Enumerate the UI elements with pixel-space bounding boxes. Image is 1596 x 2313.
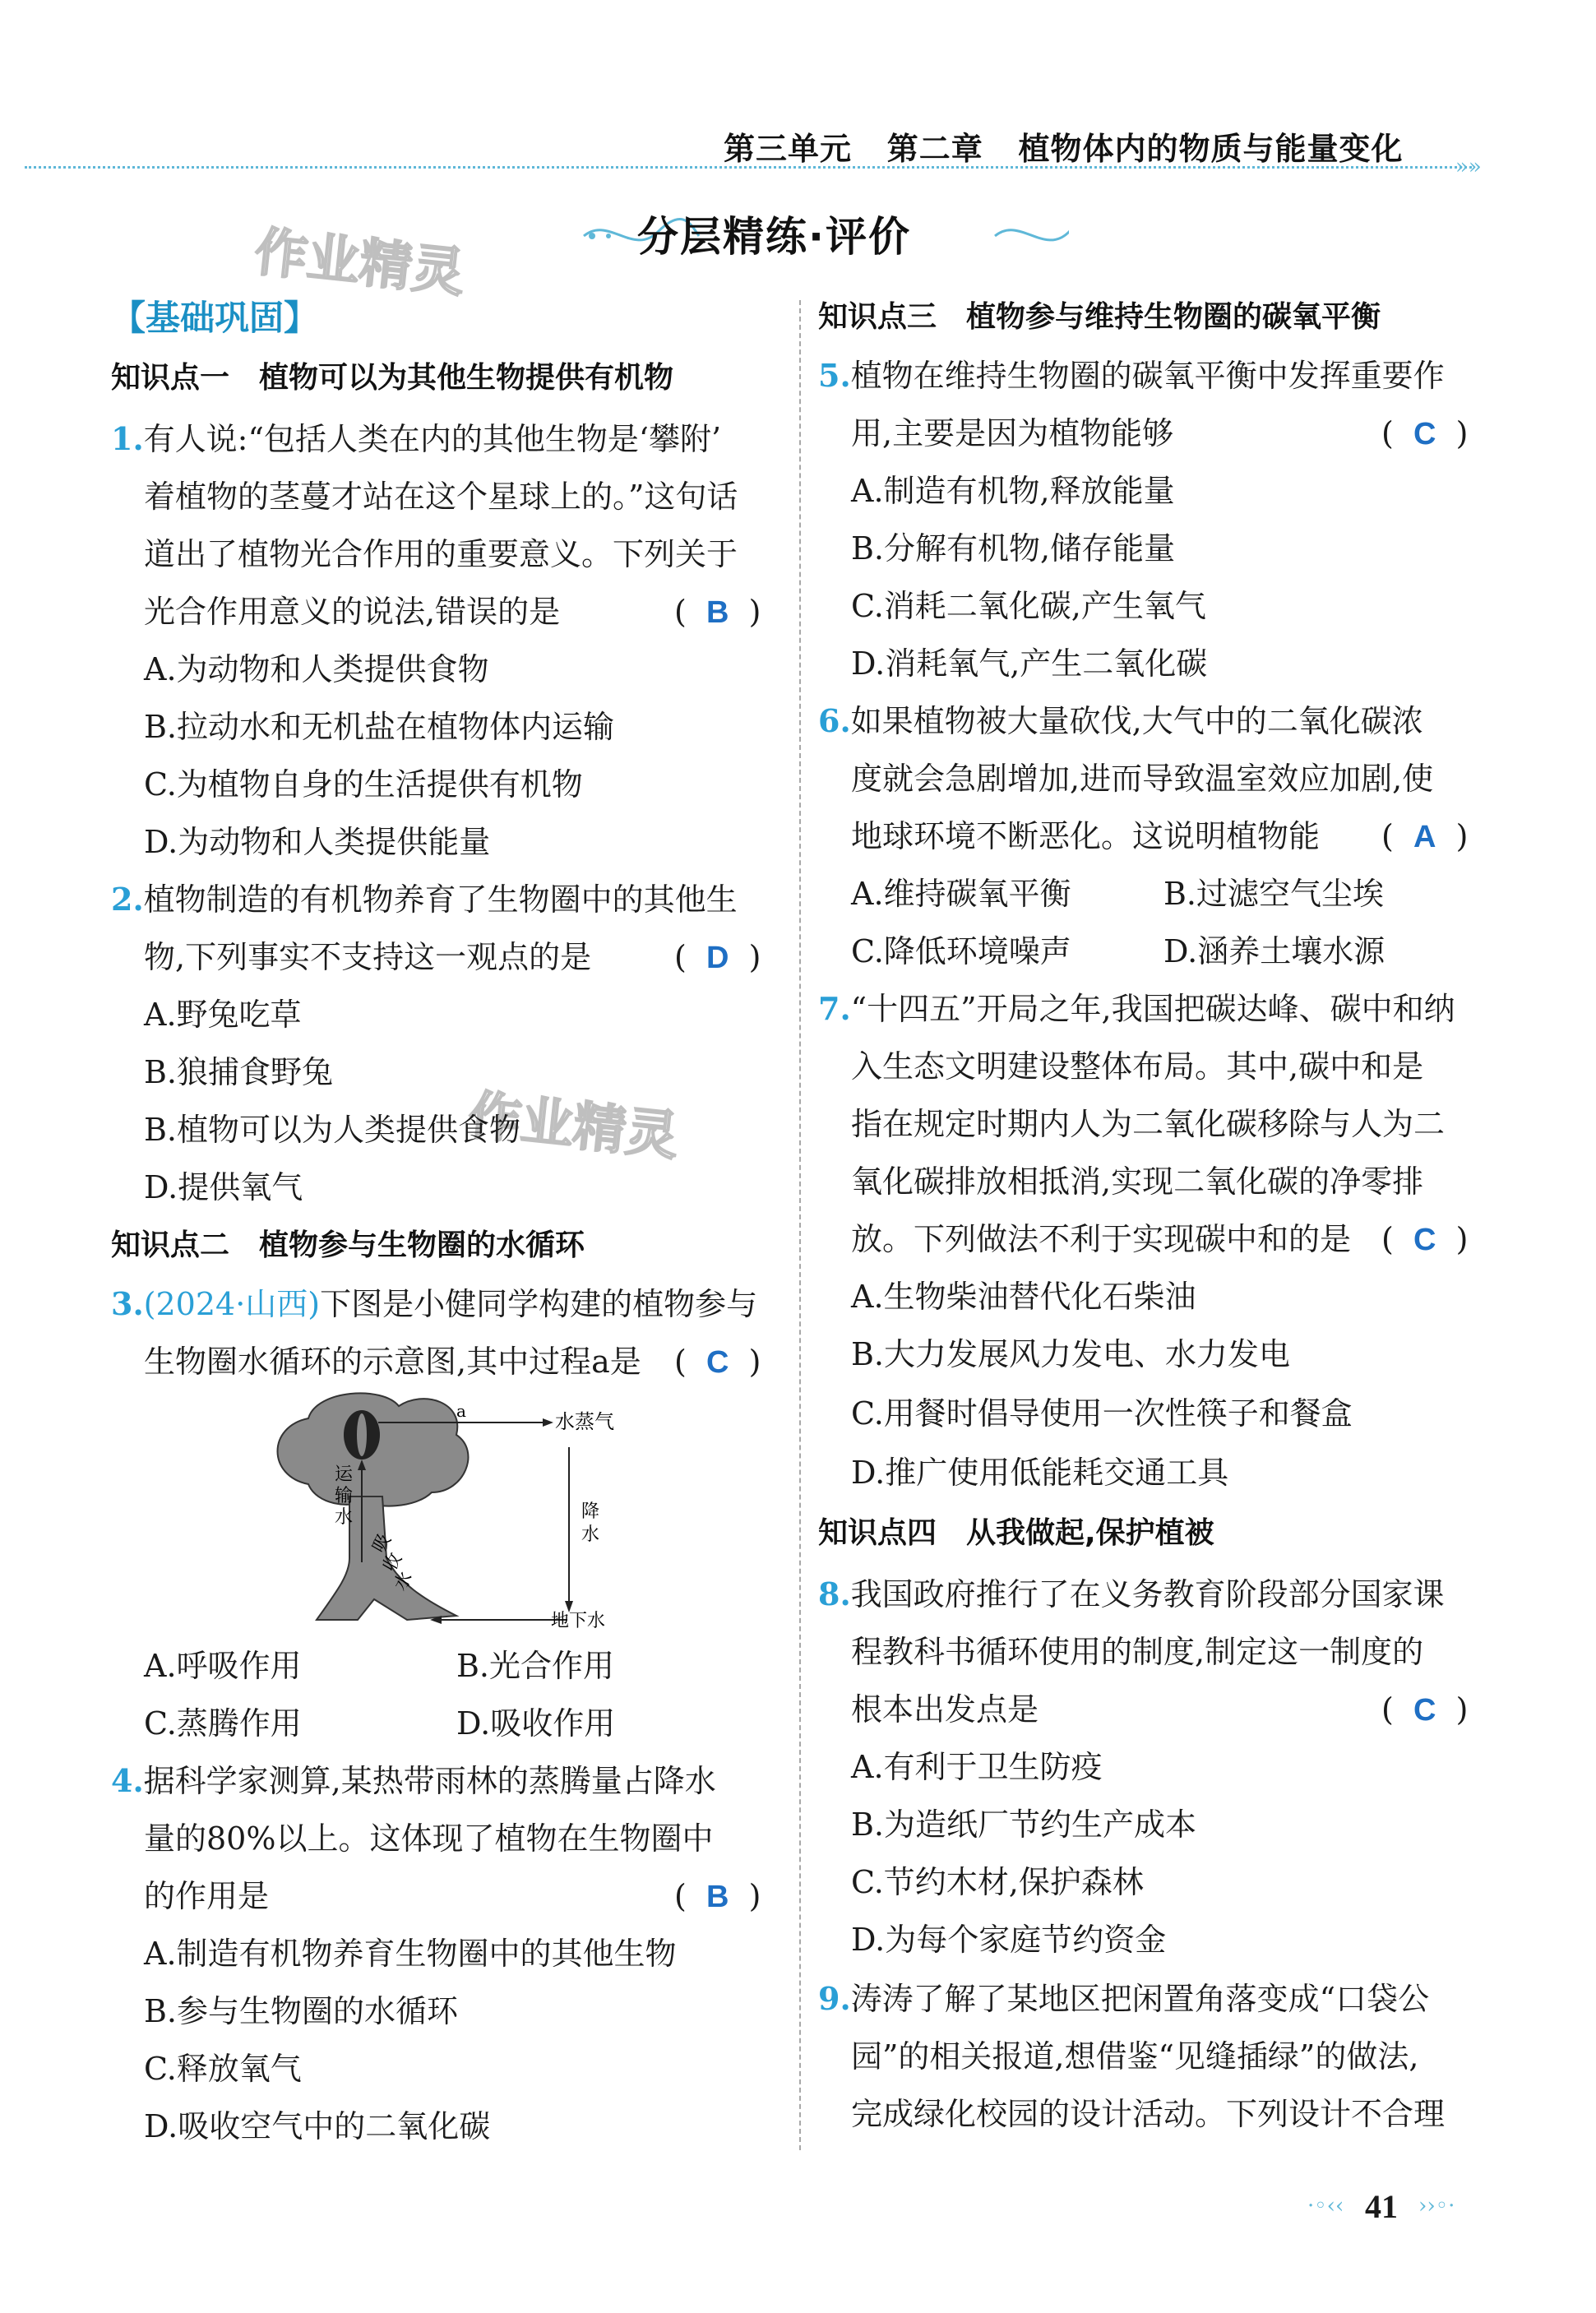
banner-title: 分层精练·评价: [637, 213, 911, 261]
option: C.降低环境噪声: [851, 933, 1071, 969]
question-text: 植物制造的有机物养育了生物圈中的其他生: [143, 881, 738, 918]
label-a: a: [456, 1401, 466, 1421]
answer-bracket: ( D ): [674, 939, 761, 975]
label-rain-2: 水: [581, 1524, 600, 1545]
question-text: 氧化碳排放相抵消,实现二氧化碳的净零排: [851, 1163, 1424, 1200]
answer-bracket: ( B ): [674, 1878, 761, 1914]
question-text: 有人说:“包括人类在内的其他生物是‘攀附’: [143, 421, 722, 457]
question-text: 下图是小健同学构建的植物参与: [320, 1286, 758, 1322]
label-transport-1: 运: [335, 1464, 354, 1485]
option: A.制造有机物养育生物圈中的其他生物: [144, 1936, 677, 1972]
option: A.呼吸作用: [144, 1648, 302, 1684]
question-1: [111, 420, 722, 457]
option: D.吸收空气中的二氧化碳: [144, 2108, 491, 2144]
option: A.有利于卫生防疫: [851, 1749, 1103, 1785]
question-text: 根本出发点是: [851, 1691, 1039, 1728]
question-9: [818, 1980, 1430, 2017]
option: D.消耗氧气,产生二氧化碳: [851, 645, 1208, 682]
question-text: 涛涛了解了某地区把闲置角落变成“口袋公: [850, 1981, 1430, 2017]
label-absorb-2: 收: [379, 1549, 407, 1575]
question-number: 4.: [111, 1762, 144, 1799]
header-arrow-icon: »»: [1455, 155, 1482, 179]
answer-bracket: ( C ): [1381, 1691, 1469, 1728]
option: C.消耗二氧化碳,产生氧气: [851, 588, 1206, 624]
option: D.吸收作用: [456, 1705, 616, 1742]
answer-bracket: ( C ): [1381, 415, 1469, 451]
question-6: [818, 702, 1423, 739]
label-absorb-1: 吸: [368, 1530, 396, 1557]
question-text: 道出了植物光合作用的重要意义。下列关于: [144, 536, 738, 572]
question-text: 植物在维持生物圈的碳氧平衡中发挥重要作: [850, 358, 1445, 394]
answer-bracket: ( B ): [674, 594, 761, 630]
label-rain-1: 降: [581, 1501, 600, 1522]
question-text: 入生态文明建设整体布局。其中,碳中和是: [851, 1048, 1424, 1085]
question-text: “十四五”开局之年,我国把碳达峰、碳中和纳: [850, 991, 1455, 1027]
question-text: 放。下列做法不利于实现碳中和的是: [851, 1221, 1352, 1257]
answer: D: [705, 941, 729, 975]
knowledge-point-1: 知识点一 植物可以为其他生物提供有机物: [111, 361, 674, 395]
question-text: 如果植物被大量砍伐,大气中的二氧化碳浓: [850, 703, 1423, 739]
question-text: 我国政府推行了在义务教育阶段部分国家课: [850, 1576, 1445, 1612]
question-4: [111, 1762, 716, 1799]
watermark-middle: 作业精灵: [465, 1085, 682, 1168]
option: B.拉动水和无机盐在植物体内运输: [144, 709, 615, 745]
option: B.光合作用: [456, 1648, 615, 1684]
option: B.大力发展风力发电、水力发电: [851, 1336, 1291, 1372]
question-text: 度就会急剧增加,进而导致温室效应加剧,使: [851, 761, 1434, 797]
header-title: 植物体内的物质与能量变化: [1018, 131, 1404, 167]
option: D.涵养土壤水源: [1163, 933, 1386, 969]
question-number: 3.: [111, 1285, 144, 1322]
question-8: [818, 1575, 1445, 1612]
question-text: 光合作用意义的说法,错误的是: [144, 594, 561, 630]
knowledge-point-2: 知识点二 植物参与生物圈的水循环: [111, 1228, 585, 1262]
question-text: 程教科书循环使用的制度,制定这一制度的: [851, 1634, 1424, 1670]
option: C.释放氧气: [144, 2051, 302, 2087]
answer: C: [1413, 1693, 1436, 1728]
answer: C: [1413, 1223, 1436, 1257]
option: D.为动物和人类提供能量: [144, 824, 491, 860]
answer: B: [705, 595, 729, 630]
question-number: 1.: [111, 420, 144, 457]
column-divider: [799, 300, 801, 2150]
question-text: 着植物的茎蔓才站在这个星球上的。”这句话: [144, 479, 738, 515]
option: B.植物可以为人类提供食物: [144, 1112, 521, 1148]
option: C.为植物自身的生活提供有机物: [144, 766, 583, 803]
answer-bracket: ( A ): [1381, 818, 1469, 854]
answer-bracket: ( C ): [1381, 1221, 1469, 1257]
question-source-tag: (2024·山西): [143, 1286, 321, 1322]
page-ornament-left-icon: ·◦‹‹: [1307, 2194, 1344, 2218]
question-text: 的作用是: [144, 1878, 270, 1914]
label-groundwater: 地下水: [551, 1611, 606, 1631]
page-number: 41: [1365, 2188, 1398, 2225]
question-3: [111, 1285, 758, 1322]
question-number: 6.: [818, 702, 851, 739]
question-text: 物,下列事实不支持这一观点的是: [144, 939, 592, 975]
option: B.参与生物圈的水循环: [144, 1993, 459, 2029]
option: A.生物柴油替代化石柴油: [851, 1279, 1196, 1315]
watermark-top: 作业精灵: [252, 221, 468, 305]
question-text: 据科学家测算,某热带雨林的蒸腾量占降水: [143, 1763, 716, 1799]
question-number: 2.: [111, 881, 144, 918]
chapter-header: [724, 123, 1403, 169]
answer-bracket: ( C ): [674, 1344, 761, 1380]
option: D.提供氧气: [144, 1169, 303, 1205]
page-ornament-right-icon: ››◦·: [1418, 2194, 1455, 2218]
question-text: 完成绿化校园的设计活动。下列设计不合理: [851, 2096, 1446, 2132]
option: C.蒸腾作用: [144, 1705, 302, 1742]
label-transport-2: 输: [335, 1486, 354, 1506]
option: A.为动物和人类提供食物: [144, 651, 489, 687]
option: C.用餐时倡导使用一次性筷子和餐盒: [851, 1395, 1353, 1432]
answer: B: [705, 1880, 729, 1914]
answer: C: [705, 1345, 729, 1380]
section-basic: 【基础巩固】: [111, 298, 319, 338]
question-7: [818, 990, 1455, 1027]
question-text: 园”的相关报道,想借鉴“见缝插绿”的做法,: [851, 2038, 1419, 2075]
question-text: 地球环境不断恶化。这说明植物能: [851, 818, 1321, 854]
label-absorb-3: 水: [390, 1568, 418, 1594]
option: B.过滤空气尘埃: [1163, 876, 1385, 912]
question-text: 生物圈水循环的示意图,其中过程a是: [144, 1344, 641, 1380]
header-chapter: 第二章: [886, 131, 983, 167]
option: A.野兔吃草: [144, 997, 302, 1033]
option: A.维持碳氧平衡: [851, 876, 1071, 912]
option: B.为造纸厂节约生产成本: [851, 1806, 1197, 1843]
water-cycle-diagram: [259, 1385, 637, 1632]
knowledge-point-4: 知识点四 从我做起,保护植被: [818, 1516, 1214, 1550]
question-text: 用,主要是因为植物能够: [851, 415, 1174, 451]
question-number: 7.: [818, 990, 851, 1027]
option: B.狼捕食野兔: [144, 1054, 334, 1090]
answer: A: [1413, 820, 1436, 854]
option: A.制造有机物,释放能量: [851, 473, 1175, 509]
option: B.分解有机物,储存能量: [851, 530, 1176, 567]
question-text: 指在规定时期内人为二氧化碳移除与人为二: [851, 1106, 1446, 1142]
question-number: 9.: [818, 1980, 851, 2017]
question-2: [111, 881, 738, 918]
header-unit: 第三单元: [724, 131, 853, 167]
option: D.为每个家庭节约资金: [851, 1922, 1167, 1958]
knowledge-point-3: 知识点三 植物参与维持生物圈的碳氧平衡: [818, 300, 1381, 334]
header-divider: [25, 166, 1472, 169]
answer: C: [1413, 417, 1436, 451]
question-text: 量的80%以上。这体现了植物在生物圈中: [144, 1820, 714, 1857]
question-number: 8.: [818, 1575, 851, 1612]
label-vapor: 水蒸气: [555, 1410, 614, 1433]
label-transport-3: 水: [335, 1507, 354, 1528]
option: C.节约木材,保护森林: [851, 1864, 1144, 1900]
question-5: [818, 357, 1445, 394]
question-number: 5.: [818, 357, 851, 394]
option: D.推广使用低能耗交通工具: [851, 1455, 1229, 1491]
